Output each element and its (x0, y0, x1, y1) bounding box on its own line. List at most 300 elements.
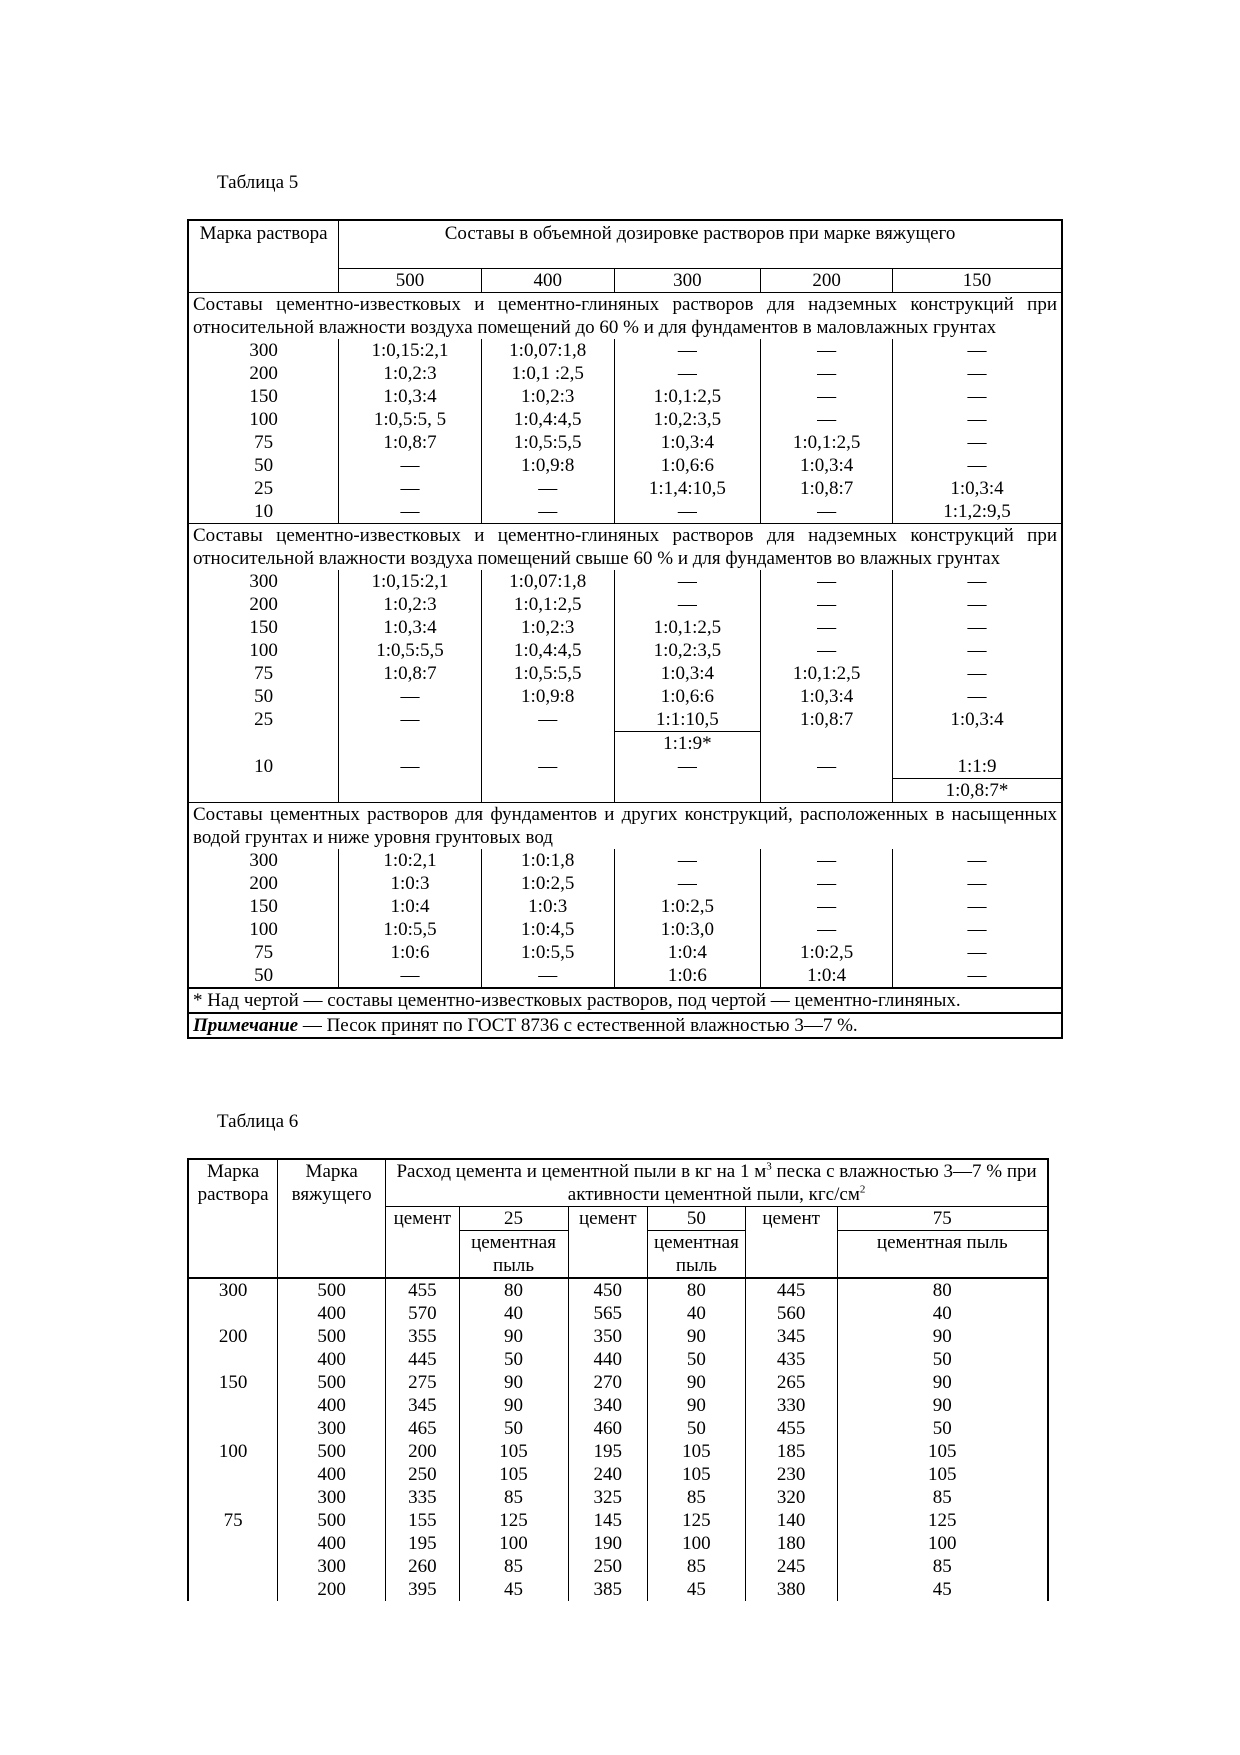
table5-row (188, 477, 1062, 500)
table5-cell: 1:0,3:4 (614, 431, 761, 454)
table6-cell: 105 (648, 1463, 746, 1486)
table5-cell: 1:0,5:5, 5 (339, 408, 482, 431)
table5-mortar-grade: 300 (249, 340, 278, 361)
table6-cell: 40 (837, 1302, 1048, 1325)
table6-cell: 445 (386, 1348, 459, 1371)
table5-cell: — (339, 454, 482, 477)
table5-cell: 1:0:1,8 (481, 849, 614, 872)
table5-cell: 1:0:6 (614, 964, 761, 988)
table6-row (188, 1509, 1048, 1532)
table6-cell: 445 (745, 1278, 837, 1302)
table6-cell: 85 (648, 1555, 746, 1578)
table5-head-mortar-grade: Марка раствора (199, 223, 328, 244)
table6-head-binder-grade: Марка вяжущего (278, 1159, 386, 1278)
table5-mortar-grade: 10 (254, 501, 274, 522)
table5-binder-grade: 500 (339, 269, 482, 293)
table5-section-row (188, 524, 1062, 571)
table6-cell: 50 (648, 1417, 746, 1440)
table5-cell: — (761, 918, 893, 941)
table6-mortar-grade: 200 (218, 1326, 248, 1347)
table6-mortar-grade: 75 (223, 1510, 243, 1531)
table5-cell: — (614, 849, 761, 872)
table6-cell: 200 (386, 1440, 459, 1463)
table6-cell: 45 (459, 1578, 568, 1601)
table6-binder-grade: 500 (278, 1509, 386, 1532)
table6-head-main-a: Расход цемента и цементной пыли в кг на 1 м (396, 1161, 767, 1182)
table6-head-main-b: песка с влажностью 3—7 % при активности цементной пыли, кгс/см (567, 1161, 1037, 1205)
table6-head-cement: цемент (386, 1207, 459, 1279)
table6-cell: 80 (648, 1278, 746, 1302)
table5-note-text: — Песок принят по ГОСТ 8736 с естественной влажностью 3—7 %. (298, 1015, 858, 1036)
table6-mortar-grade (188, 1555, 278, 1578)
table6-cell: 350 (568, 1325, 647, 1348)
table6-head-main (386, 1159, 1048, 1207)
table5-cell: — (892, 639, 1062, 662)
table5-mortar-grade: 100 (249, 640, 278, 661)
table5-cell: 1:0,3:4 (761, 685, 893, 708)
table5-cell: 1:0,15:2,1 (339, 339, 482, 362)
table5-cell-under-line: 1:0,8:7* (892, 779, 1062, 803)
table6-cell: 85 (648, 1486, 746, 1509)
table5-cell (892, 732, 1062, 756)
table6-cell: 385 (568, 1578, 647, 1601)
table6-head-main-sup2: 2 (859, 1183, 866, 1196)
table5-cell: 1:0,2:3 (339, 593, 482, 616)
table6-mortar-grade (188, 1394, 278, 1417)
table6-cell: 100 (648, 1532, 746, 1555)
table5-cell: 1:1:9 (892, 755, 1062, 779)
table6-cell: 90 (459, 1371, 568, 1394)
table6-cell: 250 (386, 1463, 459, 1486)
table6-cell: 50 (459, 1348, 568, 1371)
table6-cell: 460 (568, 1417, 647, 1440)
table5-cell: — (761, 339, 893, 362)
table5-cell: 1:0,3:4 (761, 454, 893, 477)
table5-cell: 1:0,4:4,5 (481, 408, 614, 431)
table6-cell: 125 (459, 1509, 568, 1532)
table5-mortar-grade: 200 (249, 594, 278, 615)
table6-cell: 345 (745, 1325, 837, 1348)
table6-cell: 440 (568, 1348, 647, 1371)
table6-row (188, 1325, 1048, 1348)
table5-mortar-grade: 25 (254, 709, 274, 730)
table6-cell: 455 (386, 1278, 459, 1302)
table5-cell: 1:1,2:9,5 (892, 500, 1062, 524)
table6-binder-grade: 400 (278, 1302, 386, 1325)
table5-mortar-grade: 75 (254, 663, 274, 684)
table5-cell: 1:0,6:6 (614, 454, 761, 477)
table5-mortar-grade: 75 (254, 432, 274, 453)
table6-binder-grade: 400 (278, 1463, 386, 1486)
table6-cell: 240 (568, 1463, 647, 1486)
table5-row (188, 616, 1062, 639)
table5-head-main: Составы в объемной дозировке растворов при марке вяжущего (339, 220, 1062, 269)
table5-cell (614, 779, 761, 803)
table6-binder-grade: 500 (278, 1325, 386, 1348)
table5-cell: 1:0,1 :2,5 (481, 362, 614, 385)
table5-cell: — (614, 872, 761, 895)
table6-cell: 275 (386, 1371, 459, 1394)
table5-row (188, 570, 1062, 593)
table5-mortar-grade: 200 (249, 873, 278, 894)
table6-cell: 50 (648, 1348, 746, 1371)
table5-cell: 1:0:4 (614, 941, 761, 964)
table5-row (188, 872, 1062, 895)
table6-cell: 435 (745, 1348, 837, 1371)
table5-cell: 1:0:6 (339, 941, 482, 964)
table5-mortar-grade: 150 (249, 386, 278, 407)
table5-note-label: Примечание (193, 1015, 299, 1036)
table5-cell: — (892, 895, 1062, 918)
table6-row (188, 1302, 1048, 1325)
table6-cell: 90 (837, 1325, 1048, 1348)
table5-cell (761, 779, 893, 803)
table5-cell: 1:0:3 (481, 895, 614, 918)
table5-footnote-row (188, 988, 1062, 1013)
table6-row (188, 1417, 1048, 1440)
table6-row (188, 1440, 1048, 1463)
table5-row (188, 755, 1062, 779)
table5-mortar-grade: 150 (249, 896, 278, 917)
table6-cell: 45 (648, 1578, 746, 1601)
table5-header-row (188, 220, 1062, 269)
table5-cell: — (339, 755, 482, 779)
table6-cell: 105 (837, 1440, 1048, 1463)
table5-row (188, 708, 1062, 732)
table5-cell (339, 732, 482, 756)
table5-section-title: Составы цементно-известковых и цементно-глиняных растворов для надземных конструкций при относительной влажности воздуха помещений до 60 % и для фундаментов в маловлажных грунтах (188, 293, 1062, 340)
table5-cell: 1:0,2:3 (481, 616, 614, 639)
table5-section-title: Составы цементно-известковых и цементно-глиняных растворов для надземных конструкций при относительной влажности воздуха помещений свыше 60 % и для фундаментов во влажных грунтах (188, 524, 1062, 571)
table6-binder-grade: 300 (278, 1417, 386, 1440)
table5-cell: 1:0,15:2,1 (339, 570, 482, 593)
table5-body (188, 220, 1062, 1038)
table5-cell: — (892, 362, 1062, 385)
table5-cell: — (892, 454, 1062, 477)
table6-cell: 465 (386, 1417, 459, 1440)
table5-mortar-grade: 300 (249, 571, 278, 592)
table6-head-dust: цементная пыль (837, 1231, 1048, 1279)
table5-cell: 1:0,9:8 (481, 685, 614, 708)
table5-cell: — (339, 708, 482, 732)
table6-mortar-grade (188, 1578, 278, 1601)
table5-row (188, 685, 1062, 708)
table5-row (188, 454, 1062, 477)
table5-cell: — (614, 500, 761, 524)
table6-head-dust: цементная пыль (459, 1231, 568, 1279)
table6-cell: 345 (386, 1394, 459, 1417)
table6-cell: 195 (568, 1440, 647, 1463)
table5-row (188, 964, 1062, 988)
table5-cell: 1:0:3,0 (614, 918, 761, 941)
table5-cell: 1:0,07:1,8 (481, 339, 614, 362)
table5-note-row (188, 1013, 1062, 1038)
table5-cell: 1:0,5:5,5 (339, 639, 482, 662)
table5-mortar-grade: 100 (249, 409, 278, 430)
table5-cell: — (339, 477, 482, 500)
table5-cell: — (761, 385, 893, 408)
table5-cell: 1:0,07:1,8 (481, 570, 614, 593)
table6-head-cement: цемент (745, 1207, 837, 1279)
table6-cell: 90 (648, 1371, 746, 1394)
table5-note (188, 1013, 1062, 1038)
table6-mortar-grade: 100 (218, 1441, 248, 1462)
table5-cell: — (481, 477, 614, 500)
table5-cell: 1:0,1:2,5 (614, 385, 761, 408)
table5-cell: — (892, 570, 1062, 593)
table6-cell: 340 (568, 1394, 647, 1417)
table6 (187, 1158, 1049, 1601)
table6-head-mortar-grade: Марка раствора (197, 1161, 269, 1205)
table5-cell: 1:0:4,5 (481, 918, 614, 941)
table6-cell: 230 (745, 1463, 837, 1486)
table5-cell: 1:1:10,5 (614, 708, 761, 732)
table6-cell: 80 (837, 1278, 1048, 1302)
table5-cell: — (761, 639, 893, 662)
table5-section-title: Составы цементных растворов для фундаментов и других конструкций, расположенных в насыщенных водой грунтах и ниже уровня грунтовых вод (188, 803, 1062, 850)
table5-cell: — (892, 685, 1062, 708)
table6-cell: 125 (837, 1509, 1048, 1532)
table5-cell: — (614, 593, 761, 616)
table5-row (188, 941, 1062, 964)
table6-binder-grade: 400 (278, 1532, 386, 1555)
table5-cell-under-line: 1:1:9* (614, 732, 761, 756)
table6-cell: 325 (568, 1486, 647, 1509)
table5-cell: — (892, 941, 1062, 964)
table5-row (188, 593, 1062, 616)
table5-mortar-grade (188, 732, 339, 756)
table6-cell: 145 (568, 1509, 647, 1532)
table6-cell: 40 (648, 1302, 746, 1325)
table6-cell: 80 (459, 1278, 568, 1302)
table5-cell: 1:0,1:2,5 (761, 431, 893, 454)
table5-cell: — (614, 339, 761, 362)
table6-cell: 125 (648, 1509, 746, 1532)
table6-head-main-sup1: 3 (766, 1160, 772, 1173)
table5-cell: 1:0:5,5 (339, 918, 482, 941)
table5-cell: — (481, 500, 614, 524)
table6-binder-grade: 500 (278, 1440, 386, 1463)
table5-cell: 1:0,2:3 (481, 385, 614, 408)
table6-cell: 270 (568, 1371, 647, 1394)
table6-cell: 250 (568, 1555, 647, 1578)
table5-cell: 1:0,8:7 (339, 662, 482, 685)
table6-cell: 90 (459, 1394, 568, 1417)
table6-mortar-grade: 300 (188, 1278, 278, 1302)
table5-cell: — (761, 408, 893, 431)
table6-cell: 90 (837, 1371, 1048, 1394)
table6-cell: 260 (386, 1555, 459, 1578)
table6-mortar-grade (188, 1348, 278, 1371)
table6-cell: 455 (745, 1417, 837, 1440)
table6-row (188, 1348, 1048, 1371)
table5-cell: 1:0:2,5 (614, 895, 761, 918)
table6-mortar-grade (188, 1532, 278, 1555)
table6-mortar-grade (188, 1417, 278, 1440)
table5-row (188, 779, 1062, 803)
table5-mortar-grade: 25 (254, 478, 274, 499)
table6-binder-grade: 300 (278, 1555, 386, 1578)
table6-cell: 45 (837, 1578, 1048, 1601)
table6-caption: Таблица 6 (217, 1111, 299, 1132)
table6-cell: 105 (648, 1440, 746, 1463)
table5-cell: 1:0,2:3,5 (614, 408, 761, 431)
table6-binder-grade: 500 (278, 1371, 386, 1394)
table5-cell: 1:0,2:3,5 (614, 639, 761, 662)
table5-mortar-grade: 50 (254, 455, 274, 476)
table6-binder-grade: 300 (278, 1486, 386, 1509)
table5-mortar-grade: 10 (254, 756, 274, 777)
table6-cell: 85 (459, 1486, 568, 1509)
table5-cell (339, 779, 482, 803)
table6-mortar-grade (188, 1486, 278, 1509)
table5-cell: 1:0,9:8 (481, 454, 614, 477)
table5-cell: 1:0,5:5,5 (481, 662, 614, 685)
table5-cell: 1:0,1:2,5 (761, 662, 893, 685)
table5-cell: — (761, 849, 893, 872)
table5-mortar-grade: 150 (249, 617, 278, 638)
table5-cell: 1:0:2,1 (339, 849, 482, 872)
table6-cell: 335 (386, 1486, 459, 1509)
table5-mortar-grade: 50 (254, 686, 274, 707)
table5-cell: 1:0,3:4 (892, 477, 1062, 500)
table5-cell: — (761, 755, 893, 779)
table5-cell: 1:0,1:2,5 (614, 616, 761, 639)
table6-mortar-grade (188, 1302, 278, 1325)
table6-cell: 265 (745, 1371, 837, 1394)
table5-cell: 1:1,4:10,5 (614, 477, 761, 500)
table5-row (188, 362, 1062, 385)
table5-cell: — (892, 431, 1062, 454)
table6-row (188, 1555, 1048, 1578)
table6-row (188, 1394, 1048, 1417)
table5-cell: — (892, 385, 1062, 408)
table6-cell: 380 (745, 1578, 837, 1601)
table6-cell: 180 (745, 1532, 837, 1555)
table6-row (188, 1463, 1048, 1486)
table6-cell: 185 (745, 1440, 837, 1463)
table5-cell: 1:0:2,5 (761, 941, 893, 964)
table5-cell: — (614, 362, 761, 385)
table5-mortar-grade (188, 779, 339, 803)
table5-cell: 1:0,5:5,5 (481, 431, 614, 454)
table6-cell: 100 (459, 1532, 568, 1555)
table6-head-activity: 75 (837, 1207, 1048, 1231)
table5-section-row (188, 293, 1062, 340)
table5-mortar-grade: 50 (254, 965, 274, 986)
table5-cell: 1:0,8:7 (761, 477, 893, 500)
table5-cell: — (761, 570, 893, 593)
table6-cell: 560 (745, 1302, 837, 1325)
table5-cell: — (892, 918, 1062, 941)
table5-binder-grade: 400 (481, 269, 614, 293)
table5-cell (481, 732, 614, 756)
table6-cell: 190 (568, 1532, 647, 1555)
table6-cell: 570 (386, 1302, 459, 1325)
table6-cell: 105 (459, 1440, 568, 1463)
table5-cell: — (761, 872, 893, 895)
table6-cell: 100 (837, 1532, 1048, 1555)
table6-binder-grade: 500 (278, 1278, 386, 1302)
table5-cell: — (481, 964, 614, 988)
table5-section-row (188, 803, 1062, 850)
table5-cell: — (481, 708, 614, 732)
table6-cell: 155 (386, 1509, 459, 1532)
table5-cell: — (761, 362, 893, 385)
table5-cell: 1:0,8:7 (761, 708, 893, 732)
table6-cell: 50 (459, 1417, 568, 1440)
table5-mortar-grade: 75 (254, 942, 274, 963)
table5-cell: — (614, 755, 761, 779)
table6-header-row (188, 1159, 1048, 1207)
table6-body (188, 1159, 1048, 1601)
table5-row (188, 918, 1062, 941)
table5-mortar-grade: 100 (249, 919, 278, 940)
table5-cell (761, 732, 893, 756)
table6-row (188, 1578, 1048, 1601)
table5-cell: — (892, 872, 1062, 895)
table6-cell: 395 (386, 1578, 459, 1601)
table5-row (188, 500, 1062, 524)
table5-cell: 1:0:3 (339, 872, 482, 895)
table5-cell: — (761, 616, 893, 639)
table6-cell: 140 (745, 1509, 837, 1532)
table5-cell: — (481, 755, 614, 779)
table6-cell: 450 (568, 1278, 647, 1302)
table6-mortar-grade: 150 (218, 1372, 248, 1393)
table6-cell: 355 (386, 1325, 459, 1348)
table6-cell: 565 (568, 1302, 647, 1325)
table6-binder-grade: 400 (278, 1394, 386, 1417)
table6-cell: 195 (386, 1532, 459, 1555)
table5-cell (481, 779, 614, 803)
table5-cell: — (892, 849, 1062, 872)
table5-cell: 1:0:5,5 (481, 941, 614, 964)
table5-cell: — (761, 593, 893, 616)
table6-head-activity: 50 (648, 1207, 746, 1231)
table6-cell: 90 (648, 1394, 746, 1417)
table6-cell: 105 (837, 1463, 1048, 1486)
table5-cell: 1:0:4 (339, 895, 482, 918)
table6-head-cement: цемент (568, 1207, 647, 1279)
table6-cell: 90 (459, 1325, 568, 1348)
table6-cell: 50 (837, 1348, 1048, 1371)
table6-cell: 85 (837, 1555, 1048, 1578)
table6-row (188, 1486, 1048, 1509)
table5-cell: — (339, 964, 482, 988)
table5-cell: — (761, 500, 893, 524)
table5-row (188, 639, 1062, 662)
table5-cell: — (339, 685, 482, 708)
table5-mortar-grade: 200 (249, 363, 278, 384)
table6-cell: 105 (459, 1463, 568, 1486)
table5-cell: 1:0,3:4 (614, 662, 761, 685)
table5-caption: Таблица 5 (217, 172, 299, 193)
table5-cell: 1:0,1:2,5 (481, 593, 614, 616)
table6-head-dust: цементная пыль (648, 1231, 746, 1279)
table6-row (188, 1532, 1048, 1555)
table5-binder-grade: 300 (614, 269, 761, 293)
table6-binder-grade: 200 (278, 1578, 386, 1601)
table5-footnote: * Над чертой — составы цементно-известковых растворов, под чертой — цементно-глиняных. (188, 988, 1062, 1013)
table5-cell: — (892, 408, 1062, 431)
table6-cell: 50 (837, 1417, 1048, 1440)
table5-row (188, 895, 1062, 918)
table5-cell: 1:0,2:3 (339, 362, 482, 385)
table5-cell: 1:0:2,5 (481, 872, 614, 895)
table5-cell: 1:0,3:4 (339, 616, 482, 639)
table5-cell: — (892, 662, 1062, 685)
